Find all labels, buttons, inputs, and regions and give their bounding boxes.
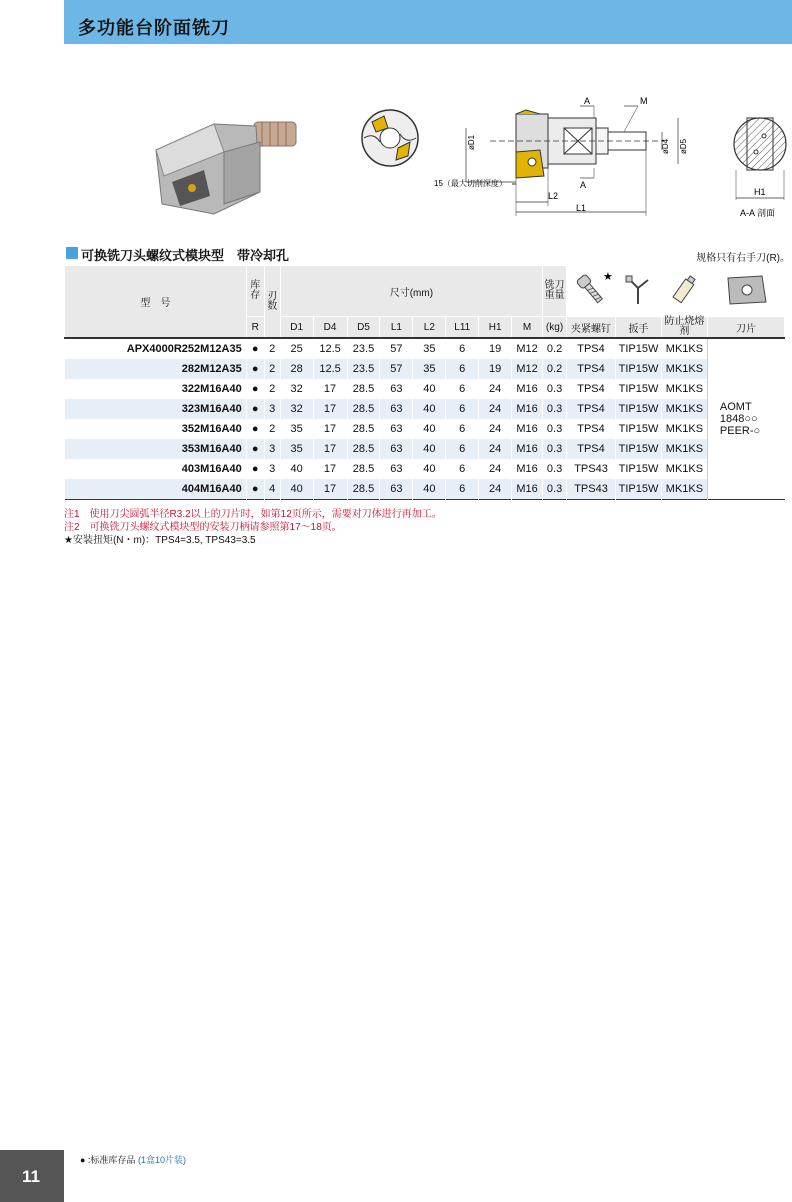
label-A-bottom: A xyxy=(580,180,587,190)
cell-h1: 24 xyxy=(479,459,512,479)
label-depth: 15（最大切削深度） xyxy=(434,179,507,188)
cell-d5: 28.5 xyxy=(347,419,380,439)
stock-legend-pack: (1盒10片装) xyxy=(137,1155,186,1165)
cell-l1: 57 xyxy=(380,359,413,379)
cell-stock: ● xyxy=(246,479,264,500)
col-r-header: R xyxy=(246,317,264,339)
cell-l2: 40 xyxy=(413,379,446,399)
cell-h1: 19 xyxy=(479,359,512,379)
col-d4-header: D4 xyxy=(313,317,347,339)
stock-legend xyxy=(80,1153,186,1166)
col-model-header: 型 号 xyxy=(65,266,247,338)
cell-l1: 63 xyxy=(380,399,413,419)
cell-l11: 6 xyxy=(446,359,479,379)
cell-d5: 28.5 xyxy=(347,439,380,459)
cell-kg: 0.2 xyxy=(543,338,567,359)
label-L2: L2 xyxy=(548,191,559,201)
insert-icon xyxy=(707,266,784,317)
header-bar xyxy=(64,0,792,44)
cell-d1: 25 xyxy=(280,338,313,359)
cell-kg: 0.3 xyxy=(543,479,567,500)
label-D4: øD4 xyxy=(661,138,670,154)
col-dims-header: 尺寸(mm) xyxy=(280,266,542,317)
col-l2-header: L2 xyxy=(413,317,446,339)
cell-model: 323M16A40 xyxy=(65,399,247,419)
cell-stock: ● xyxy=(246,399,264,419)
cell-z: 4 xyxy=(264,479,280,500)
cell-l1: 63 xyxy=(380,479,413,500)
cell-d5: 23.5 xyxy=(347,359,380,379)
cell-m: M12 xyxy=(512,359,543,379)
cell-screw: TPS4 xyxy=(567,399,616,419)
insert-line: AOMT xyxy=(719,401,752,413)
cell-h1: 19 xyxy=(479,338,512,359)
cell-z: 3 xyxy=(264,439,280,459)
label-M: M xyxy=(640,96,648,106)
page-title: 多功能台阶面铣刀 xyxy=(78,18,230,38)
cell-l11: 6 xyxy=(446,419,479,439)
cell-d1: 32 xyxy=(280,379,313,399)
cell-screw: TPS4 xyxy=(567,379,616,399)
cell-anti: MK1KS xyxy=(661,399,707,419)
cell-kg: 0.3 xyxy=(543,419,567,439)
cell-screw: TPS43 xyxy=(567,479,616,500)
side-view-drawing xyxy=(466,106,678,216)
cell-d1: 35 xyxy=(280,419,313,439)
cell-d4: 17 xyxy=(313,459,347,479)
note-1: 注1 使用刀尖圆弧半径R3.2以上的刀片时，如第12页所示，需要对刀体进行再加工。 xyxy=(64,509,442,520)
cell-screw: TPS4 xyxy=(567,419,616,439)
cell-d4: 17 xyxy=(313,439,347,459)
right-hand-note: 规格只有右手刀(R)。 xyxy=(696,253,790,264)
col-screw-header: 夹紧螺钉 xyxy=(567,317,616,339)
cell-kg: 0.3 xyxy=(543,459,567,479)
cell-anti: MK1KS xyxy=(661,479,707,500)
cell-l2: 40 xyxy=(413,459,446,479)
cell-d4: 12.5 xyxy=(313,359,347,379)
section-marker-icon xyxy=(66,247,78,259)
cell-screw: TPS4 xyxy=(567,338,616,359)
cell-h1: 24 xyxy=(479,379,512,399)
cell-d4: 17 xyxy=(313,419,347,439)
cell-z: 2 xyxy=(264,359,280,379)
label-D5: øD5 xyxy=(679,138,688,154)
col-kg-header: (kg) xyxy=(543,317,567,339)
table-row xyxy=(65,359,785,379)
cell-model: 322M16A40 xyxy=(65,379,247,399)
cell-m: M16 xyxy=(512,419,543,439)
cell-anti: MK1KS xyxy=(661,359,707,379)
cell-d1: 32 xyxy=(280,399,313,419)
cell-h1: 24 xyxy=(479,479,512,500)
cell-anti: MK1KS xyxy=(661,459,707,479)
cell-l11: 6 xyxy=(446,439,479,459)
cell-stock: ● xyxy=(246,419,264,439)
label-A-top: A xyxy=(584,96,591,106)
cell-l11: 6 xyxy=(446,479,479,500)
cell-d4: 12.5 xyxy=(313,338,347,359)
cell-l2: 40 xyxy=(413,399,446,419)
cell-h1: 24 xyxy=(479,399,512,419)
spec-table xyxy=(64,266,785,500)
cell-z: 3 xyxy=(264,459,280,479)
cell-wrench: TIP15W xyxy=(615,338,661,359)
cell-kg: 0.3 xyxy=(543,439,567,459)
cell-stock: ● xyxy=(246,379,264,399)
table-row xyxy=(65,439,785,459)
cell-m: M16 xyxy=(512,459,543,479)
cell-m: M16 xyxy=(512,399,543,419)
cell-wrench: TIP15W xyxy=(615,479,661,500)
cell-d5: 28.5 xyxy=(347,459,380,479)
cell-l2: 40 xyxy=(413,439,446,459)
cell-d1: 40 xyxy=(280,459,313,479)
label-L1: L1 xyxy=(576,203,587,213)
cell-wrench: TIP15W xyxy=(615,419,661,439)
cell-l2: 40 xyxy=(413,419,446,439)
cell-wrench: TIP15W xyxy=(615,399,661,419)
label-section: A-A 剖面 xyxy=(740,208,776,218)
cell-wrench: TIP15W xyxy=(615,359,661,379)
cell-stock: ● xyxy=(246,439,264,459)
cell-d1: 40 xyxy=(280,479,313,500)
col-anti-header: 防止烧熔剂 xyxy=(661,317,707,339)
cell-anti: MK1KS xyxy=(661,419,707,439)
cell-model: 404M16A40 xyxy=(65,479,247,500)
cell-kg: 0.2 xyxy=(543,359,567,379)
col-wrench-header: 扳手 xyxy=(615,317,661,339)
cell-z: 2 xyxy=(264,379,280,399)
cell-kg: 0.3 xyxy=(543,379,567,399)
section-title: 可换铣刀头螺纹式模块型 带冷却孔 xyxy=(81,248,290,263)
cell-l2: 35 xyxy=(413,338,446,359)
label-H1: H1 xyxy=(754,187,766,197)
table-row xyxy=(65,399,785,419)
cell-m: M16 xyxy=(512,439,543,459)
cell-stock: ● xyxy=(246,338,264,359)
cell-d1: 35 xyxy=(280,439,313,459)
end-view-drawing xyxy=(362,110,418,166)
cell-l11: 6 xyxy=(446,379,479,399)
stock-legend-text: ● :标准库存品 xyxy=(80,1155,136,1165)
cell-h1: 24 xyxy=(479,419,512,439)
cell-l2: 35 xyxy=(413,359,446,379)
table-row xyxy=(65,459,785,479)
cell-l11: 6 xyxy=(446,459,479,479)
cell-h1: 24 xyxy=(479,439,512,459)
cell-d5: 23.5 xyxy=(347,338,380,359)
svg-text:★: ★ xyxy=(603,270,613,283)
cell-model: 353M16A40 xyxy=(65,439,247,459)
cell-anti: MK1KS xyxy=(661,338,707,359)
cell-l1: 63 xyxy=(380,439,413,459)
cell-model: APX4000R252M12A35 xyxy=(65,338,247,359)
col-h1-header: H1 xyxy=(479,317,512,339)
cell-wrench: TIP15W xyxy=(615,379,661,399)
col-l1-header: L1 xyxy=(380,317,413,339)
label-D1: øD1 xyxy=(467,134,476,150)
table-row xyxy=(65,419,785,439)
cell-l11: 6 xyxy=(446,399,479,419)
cell-z: 2 xyxy=(264,338,280,359)
cell-z: 3 xyxy=(264,399,280,419)
cell-l2: 40 xyxy=(413,479,446,500)
cell-screw: TPS4 xyxy=(567,439,616,459)
torque-note: ★安装扭矩(N・m)：TPS4=3.5, TPS43=3.5 xyxy=(64,535,256,546)
cell-d1: 28 xyxy=(280,359,313,379)
cell-d5: 28.5 xyxy=(347,479,380,500)
section-heading xyxy=(64,244,792,264)
cell-l11: 6 xyxy=(446,338,479,359)
product-photo xyxy=(156,122,296,214)
tool-figures xyxy=(64,92,792,232)
cell-d4: 17 xyxy=(313,399,347,419)
insert-line: 1848○○ xyxy=(719,413,758,425)
col-l11-header: L11 xyxy=(446,317,479,339)
note-2: 注2 可换铣刀头螺纹式模块型的安装刀柄请参照第17～18页。 xyxy=(64,522,342,533)
col-weight-header: 铣刀重量 xyxy=(543,266,567,317)
cell-stock: ● xyxy=(246,359,264,379)
cell-wrench: TIP15W xyxy=(615,439,661,459)
col-stock-header: 库存 xyxy=(246,266,264,317)
cell-wrench: TIP15W xyxy=(615,459,661,479)
insert-line: PEER-○ xyxy=(719,425,761,437)
cell-insert xyxy=(707,338,784,500)
cell-kg: 0.3 xyxy=(543,399,567,419)
anti-seize-tube-icon xyxy=(661,266,707,317)
cell-d5: 28.5 xyxy=(347,379,380,399)
cell-screw: TPS4 xyxy=(567,359,616,379)
table-row xyxy=(65,379,785,399)
wrench-icon xyxy=(615,266,661,317)
notes-block xyxy=(64,508,442,547)
cell-stock: ● xyxy=(246,459,264,479)
cell-m: M16 xyxy=(512,379,543,399)
cell-l1: 57 xyxy=(380,338,413,359)
cell-d4: 17 xyxy=(313,379,347,399)
col-m-header: M xyxy=(512,317,543,339)
cell-l1: 63 xyxy=(380,459,413,479)
cell-screw: TPS43 xyxy=(567,459,616,479)
cell-z: 2 xyxy=(264,419,280,439)
table-row xyxy=(65,338,785,359)
col-d1-header: D1 xyxy=(280,317,313,339)
cell-model: 352M16A40 xyxy=(65,419,247,439)
cell-anti: MK1KS xyxy=(661,439,707,459)
col-d5-header: D5 xyxy=(347,317,380,339)
cell-anti: MK1KS xyxy=(661,379,707,399)
cell-l1: 63 xyxy=(380,419,413,439)
cell-d4: 17 xyxy=(313,479,347,500)
col-insert-header: 刀片 xyxy=(707,317,784,339)
page-number: 11 xyxy=(22,1167,40,1186)
cell-m: M12 xyxy=(512,338,543,359)
screw-icon xyxy=(567,266,616,317)
cell-m: M16 xyxy=(512,479,543,500)
cell-model: 403M16A40 xyxy=(65,459,247,479)
cell-d5: 28.5 xyxy=(347,399,380,419)
cell-model: 282M12A35 xyxy=(65,359,247,379)
table-row xyxy=(65,479,785,500)
col-flutes-header: 刃数 xyxy=(264,266,280,338)
cell-l1: 63 xyxy=(380,379,413,399)
